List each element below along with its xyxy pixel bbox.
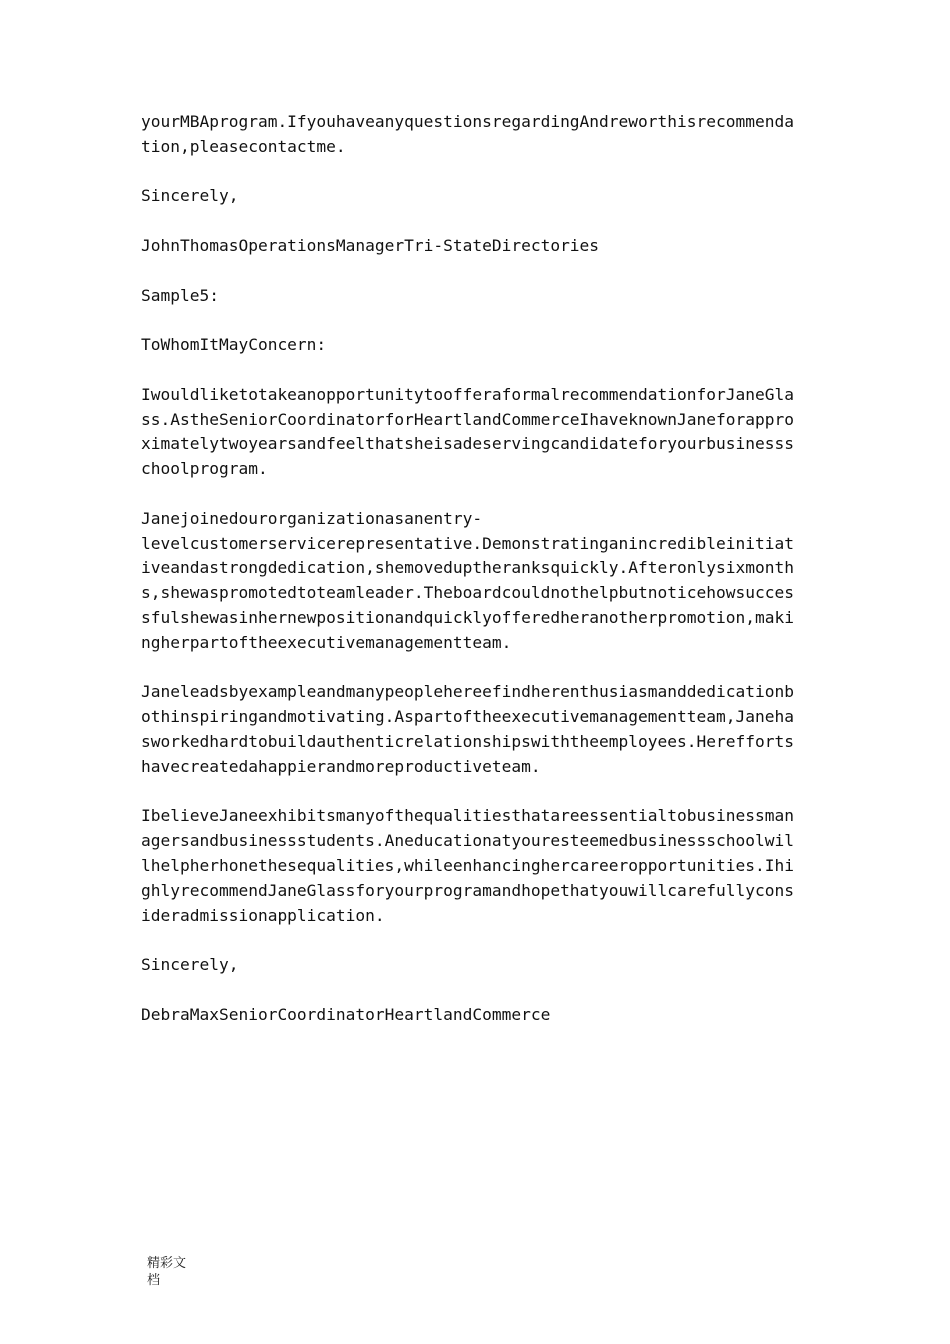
document-body [141, 110, 803, 1052]
paragraph-1: IwouldliketotakeanopportunitytoofferaformalrecommendationforJaneGlass.AstheSeniorCoordinatorforHeartlandCommerceIhaveknownJaneforapproximatelytwoyearsandfeelthatsheisadeservingcandidateforyourbusinessschoolprogram. [141, 384, 794, 479]
paragraph-2-line-1: Janejoinedourorganizationasanentry- [141, 508, 483, 528]
signature-1: JohnThomasOperationsManagerTri-StateDirectories [141, 235, 600, 255]
paragraph-2: levelcustomerservicerepresentative.Demonstratinganincredibleinitiativeandastrongdedication,shemoveduptheranksquickly.Afteronlysixmonths,shewaspromotedtoteamleader.Theboardcouldnothelpbutnoticehowsuccessfulshewasinhernewpositionandquicklyofferedheranotherpromotion,makingherpartoftheexecutivemanagementteam. [141, 533, 794, 652]
footer-line-1: 精彩文 [147, 1256, 187, 1271]
salutation: ToWhomItMayConcern: [141, 335, 327, 355]
page-footer [147, 1255, 195, 1289]
footer-line-2: 档 [147, 1273, 161, 1288]
paragraph-3: Janeleadsbyexampleandmanypeoplehereefindherenthusiasmanddedicationbothinspiringandmotivating.Aspartoftheexecutivemanagementteam,Janehasworkedhardtobuildauthenticrelationshipswiththeemployees.Hereffortshavecreatedahappierandmoreproductiveteam. [141, 682, 794, 776]
signature-2: DebraMaxSeniorCoordinatorHeartlandCommerce [141, 1004, 551, 1024]
signoff-2: Sincerely, [141, 955, 239, 975]
signoff-1: Sincerely, [141, 186, 239, 206]
closing-paragraph: yourMBAprogram.IfyouhaveanyquestionsregardingAndreworthisrecommendation,pleasecontactme. [141, 112, 794, 156]
sample-heading: Sample5: [141, 285, 219, 305]
paragraph-4: IbelieveJaneexhibitsmanyofthequalitiesthatareessentialtobusinessmanagersandbusinessstudents.Aneducationatyouresteemedbusinessschoolwillhelpherhonethesequalities,whileenhancinghercareeropportunities.IhighlyrecommendJaneGlassforyourprogramandhopethatyouwillcarefullyconsideradmissionapplication. [141, 806, 794, 925]
